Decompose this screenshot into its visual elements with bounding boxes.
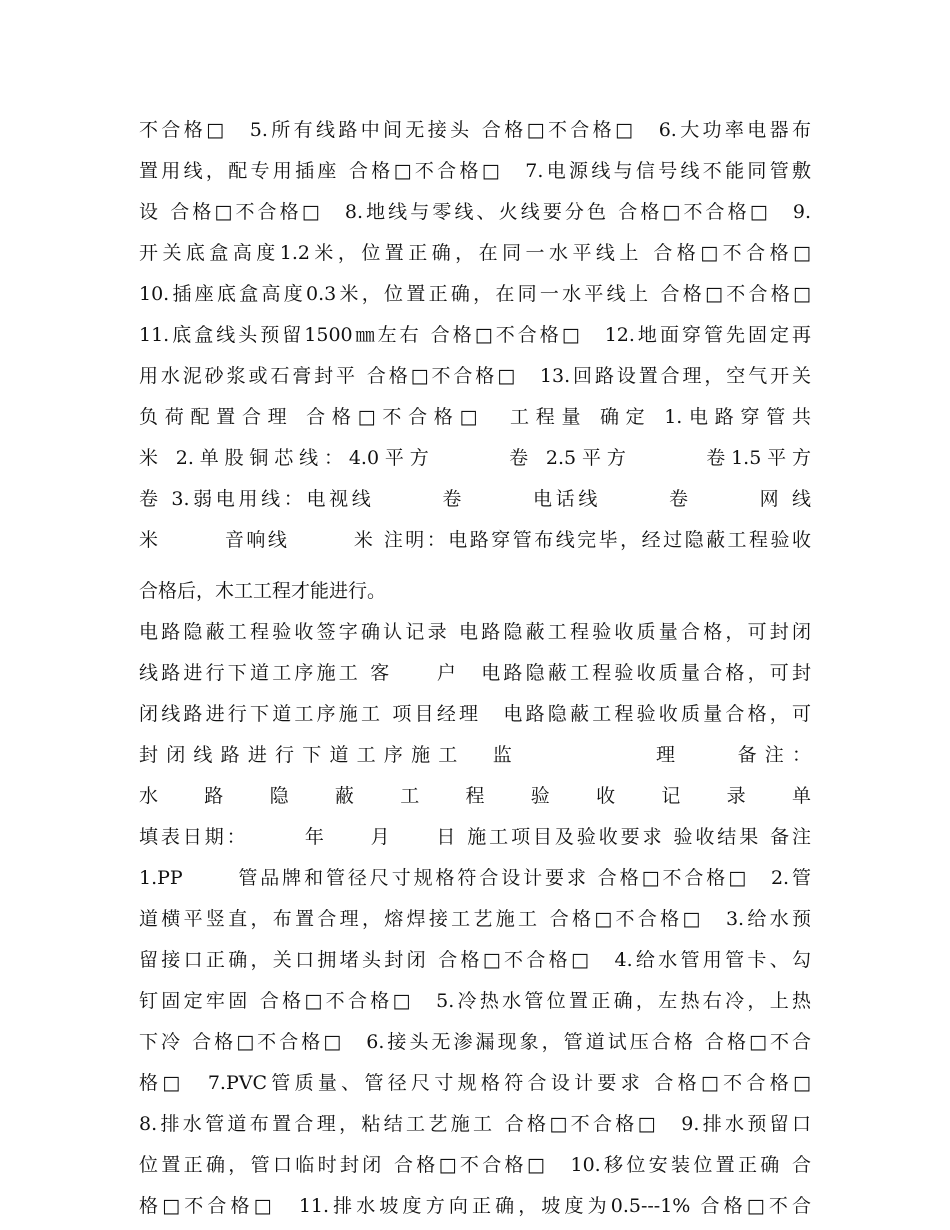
text-line: 线路进行下道工序施工 客 户 电路隐蔽工程验收质量合格，可封 [139,662,811,684]
text-line: 米 2.单股铜芯线：4.0平方 卷 2.5平方 卷1.5平方 [139,447,811,469]
text-line: 1.PP 管品牌和管径尺寸规格符合设计要求 合格□不合格□ 2.管 [139,867,811,889]
section-title-char: 单 [791,785,811,807]
text-line: 米 音响线 米 注明：电路穿管布线完毕，经过隐蔽工程验收 [139,529,811,551]
text-line: 用水泥砂浆或石膏封平 合格□不合格□ 13.回路设置合理，空气开关 [139,365,811,387]
text-line: 11.底盒线头预留1500㎜左右 合格□不合格□ 12.地面穿管先固定再 [139,324,811,346]
text-line: 格□不合格□ 11.排水坡度方向正确，坡度为0.5---1% 合格□不合 [139,1195,811,1217]
text-line: 设 合格□不合格□ 8.地线与零线、火线要分色 合格□不合格□ 9. [139,201,811,223]
section-title-char: 隐 [269,785,289,807]
text-line: 下冷 合格□不合格□ 6.接头无渗漏现象，管道试压合格 合格□不合 [139,1031,811,1053]
section-title-char: 蔽 [334,785,354,807]
text-line: 置用线，配专用插座 合格□不合格□ 7.电源线与信号线不能同管敷 [139,160,811,182]
text-line: 10.插座底盒高度0.3米，位置正确，在同一水平线上 合格□不合格□ [139,283,811,305]
text-line: 卷 3.弱电用线：电视线 卷 电话线 卷 网 线 [139,488,811,510]
text-line: 填表日期： 年 月 日 施工项目及验收要求 验收结果 备注 [139,826,811,848]
text-line: 电路隐蔽工程验收签字确认记录 电路隐蔽工程验收质量合格，可封闭 [139,621,811,643]
text-line: 合格后，木工工程才能进行。 [139,580,387,602]
text-line: 闭线路进行下道工序施工 项目经理 电路隐蔽工程验收质量合格，可 [139,703,811,725]
text-line: 格□ 7.PVC管质量、管径尺寸规格符合设计要求 合格□不合格□ [139,1072,811,1094]
text-line: 负荷配置合理 合格□不合格□ 工程量 确定 1.电路穿管共 [139,406,811,428]
text-line: 留接口正确，关口拥堵头封闭 合格□不合格□ 4.给水管用管卡、勾 [139,949,811,971]
section-title [139,782,811,810]
section-title-char: 验 [530,785,550,807]
text-line: 道横平竖直，布置合理，熔焊接工艺施工 合格□不合格□ 3.给水预 [139,908,811,930]
section-title-char: 记 [661,785,681,807]
section-title-char: 路 [204,785,224,807]
section-title-char: 程 [465,785,485,807]
text-line: 封闭线路进行下道工序施工 监 理 备注： [139,744,811,766]
section-title-char: 工 [400,785,420,807]
text-line: 开关底盒高度1.2米，位置正确，在同一水平线上 合格□不合格□ [139,242,811,264]
section-title-char: 收 [596,785,616,807]
text-line: 位置正确，管口临时封闭 合格□不合格□ 10.移位安装位置正确 合 [139,1154,811,1176]
text-line: 钉固定牢固 合格□不合格□ 5.冷热水管位置正确，左热右冷，上热 [139,990,811,1012]
text-line: 不合格□ 5.所有线路中间无接头 合格□不合格□ 6.大功率电器布 [139,119,811,141]
text-line: 8.排水管道布置合理，粘结工艺施工 合格□不合格□ 9.排水预留口 [139,1113,811,1135]
section-title-char: 录 [726,785,746,807]
section-title-char: 水 [139,785,159,807]
